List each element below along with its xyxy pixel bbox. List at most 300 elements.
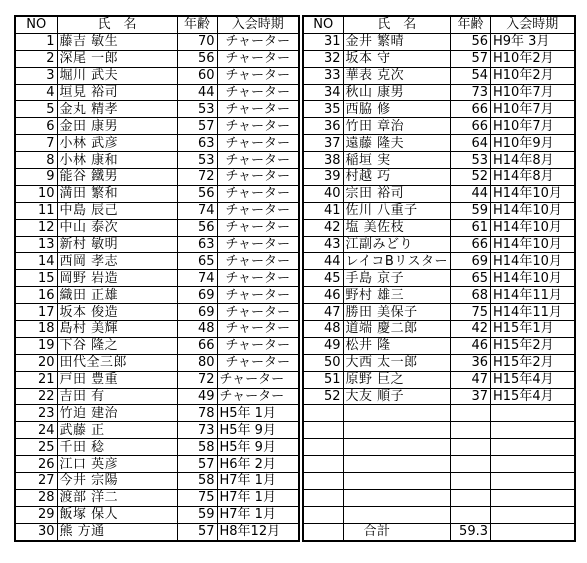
member-name: 佐川 八重子: [343, 202, 451, 219]
header-joined: 入会時期: [491, 16, 575, 33]
member-joined: H10年7月: [491, 84, 575, 101]
member-joined: チャーター: [217, 118, 299, 135]
empty-cell: [343, 422, 451, 439]
table-row: [15, 84, 299, 101]
member-age: 70: [177, 33, 217, 50]
member-joined: H15年4月: [491, 371, 575, 388]
table-row: [15, 523, 299, 540]
member-age: 53: [177, 152, 217, 169]
member-no: 38: [303, 152, 343, 169]
table-row: [303, 152, 575, 169]
member-age: 75: [451, 304, 491, 321]
table-row: [303, 506, 575, 523]
member-joined: H14年8月: [491, 169, 575, 186]
table-row: [303, 405, 575, 422]
table-row: [303, 371, 575, 388]
member-joined: チャーター: [217, 101, 299, 118]
member-name: 岡野 岩造: [57, 270, 177, 287]
member-name: 塩 美佐枝: [343, 219, 451, 236]
roster-table-left: [14, 15, 300, 542]
table-row: [15, 337, 299, 354]
table-row: [15, 202, 299, 219]
member-no: 40: [303, 185, 343, 202]
member-no: 50: [303, 354, 343, 371]
table-row: [303, 270, 575, 287]
member-no: 2: [15, 50, 57, 67]
member-age: 52: [451, 169, 491, 186]
member-name: 垣見 裕司: [57, 84, 177, 101]
empty-cell: [343, 439, 451, 456]
table-row: [15, 67, 299, 84]
member-no: 14: [15, 253, 57, 270]
member-no: 48: [303, 321, 343, 338]
member-age: 57: [177, 523, 217, 540]
member-name: 道端 慶二郎: [343, 321, 451, 338]
member-no: 26: [15, 456, 57, 473]
member-no: 11: [15, 202, 57, 219]
member-name: 中島 辰己: [57, 202, 177, 219]
member-joined: チャーター: [217, 84, 299, 101]
member-age: 80: [177, 354, 217, 371]
member-no: 21: [15, 371, 57, 388]
member-name: 西脇 修: [343, 101, 451, 118]
header-no: NO: [15, 16, 57, 33]
table-row: [15, 456, 299, 473]
member-name: 大西 太一郎: [343, 354, 451, 371]
member-joined: チャーター: [217, 135, 299, 152]
table-row: [15, 135, 299, 152]
member-name: 藤吉 敏生: [57, 33, 177, 50]
member-name: 村越 巧: [343, 169, 451, 186]
table-row: [303, 489, 575, 506]
member-age: 58: [177, 439, 217, 456]
table-row: [303, 101, 575, 118]
table-row: [303, 456, 575, 473]
member-joined: H14年10月: [491, 253, 575, 270]
table-row: [303, 337, 575, 354]
table-row: [15, 219, 299, 236]
member-name: 江口 英彦: [57, 456, 177, 473]
member-name: 新村 敏明: [57, 236, 177, 253]
empty-cell: [343, 473, 451, 490]
member-no: 1: [15, 33, 57, 50]
empty-cell: [343, 506, 451, 523]
header-name: 氏 名: [343, 16, 451, 33]
table-row: [15, 33, 299, 50]
member-age: 58: [177, 473, 217, 490]
table-row: [15, 371, 299, 388]
header-age: 年齢: [177, 16, 217, 33]
member-name: 飯塚 保人: [57, 506, 177, 523]
member-no: 22: [15, 388, 57, 405]
table-row: [303, 354, 575, 371]
member-age: 61: [451, 219, 491, 236]
average-age: 59.3: [451, 523, 491, 540]
member-name: 小林 康和: [57, 152, 177, 169]
member-age: 44: [177, 84, 217, 101]
member-name: 堀川 武夫: [57, 67, 177, 84]
member-age: 66: [451, 118, 491, 135]
member-joined: H10年9月: [491, 135, 575, 152]
member-age: 73: [451, 84, 491, 101]
empty-cell: [491, 439, 575, 456]
member-no: 25: [15, 439, 57, 456]
member-age: 56: [177, 50, 217, 67]
member-name: 勝田 美保子: [343, 304, 451, 321]
member-no: 15: [15, 270, 57, 287]
member-joined: チャーター: [217, 371, 299, 388]
member-name: 深尾 一郎: [57, 50, 177, 67]
member-joined: チャーター: [217, 185, 299, 202]
member-joined: チャーター: [217, 354, 299, 371]
member-name: 能谷 鐵男: [57, 169, 177, 186]
empty-cell: [491, 405, 575, 422]
member-joined: H14年10月: [491, 185, 575, 202]
table-row: [303, 67, 575, 84]
member-joined: チャーター: [217, 33, 299, 50]
empty-cell: [491, 523, 575, 540]
member-age: 69: [177, 304, 217, 321]
member-age: 47: [451, 371, 491, 388]
table-row: [15, 169, 299, 186]
member-age: 53: [177, 101, 217, 118]
table-row: [15, 253, 299, 270]
member-name: 秋山 康男: [343, 84, 451, 101]
table-row: [15, 321, 299, 338]
member-no: 13: [15, 236, 57, 253]
member-age: 68: [451, 287, 491, 304]
member-age: 60: [177, 67, 217, 84]
table-row: [303, 50, 575, 67]
member-no: 24: [15, 422, 57, 439]
member-no: 52: [303, 388, 343, 405]
empty-cell: [303, 523, 343, 540]
member-joined: H14年8月: [491, 152, 575, 169]
table-row: [15, 304, 299, 321]
member-name: 戸田 豊重: [57, 371, 177, 388]
empty-cell: [343, 456, 451, 473]
member-age: 72: [177, 371, 217, 388]
member-age: 46: [451, 337, 491, 354]
member-age: 65: [451, 270, 491, 287]
member-name: 満田 繁和: [57, 185, 177, 202]
member-joined: H9年 3月: [491, 33, 575, 50]
member-age: 37: [451, 388, 491, 405]
empty-cell: [491, 473, 575, 490]
member-joined: チャーター: [217, 152, 299, 169]
table-row: [15, 473, 299, 490]
member-no: 27: [15, 473, 57, 490]
empty-cell: [303, 489, 343, 506]
member-name: 渡部 洋二: [57, 489, 177, 506]
member-name: 大友 順子: [343, 388, 451, 405]
member-name: 中山 泰次: [57, 219, 177, 236]
member-name: 宗田 裕司: [343, 185, 451, 202]
table-row: [15, 101, 299, 118]
empty-cell: [451, 439, 491, 456]
member-joined: チャーター: [217, 321, 299, 338]
empty-cell: [451, 456, 491, 473]
member-age: 74: [177, 202, 217, 219]
member-joined: チャーター: [217, 287, 299, 304]
empty-cell: [303, 439, 343, 456]
member-name: 手島 京子: [343, 270, 451, 287]
header-no: NO: [303, 16, 343, 33]
member-no: 51: [303, 371, 343, 388]
empty-cell: [303, 422, 343, 439]
member-joined: チャーター: [217, 202, 299, 219]
empty-cell: [343, 405, 451, 422]
table-row: [15, 439, 299, 456]
member-name: 竹迫 建治: [57, 405, 177, 422]
member-age: 57: [177, 456, 217, 473]
empty-cell: [451, 473, 491, 490]
member-no: 49: [303, 337, 343, 354]
member-no: 46: [303, 287, 343, 304]
member-name: 江副みどり: [343, 236, 451, 253]
table-row: [15, 287, 299, 304]
member-no: 20: [15, 354, 57, 371]
member-age: 72: [177, 169, 217, 186]
member-age: 56: [177, 185, 217, 202]
member-joined: H5年 1月: [217, 405, 299, 422]
member-age: 56: [451, 33, 491, 50]
total-label: 合計: [343, 523, 451, 540]
member-name: 下谷 隆之: [57, 337, 177, 354]
member-age: 36: [451, 354, 491, 371]
member-no: 29: [15, 506, 57, 523]
roster-table-right: [302, 15, 576, 542]
table-row: [303, 287, 575, 304]
empty-cell: [491, 422, 575, 439]
member-no: 37: [303, 135, 343, 152]
table-row: [15, 185, 299, 202]
empty-cell: [491, 506, 575, 523]
member-joined: H15年4月: [491, 388, 575, 405]
member-joined: H10年7月: [491, 118, 575, 135]
table-row: [303, 202, 575, 219]
member-age: 56: [177, 219, 217, 236]
member-name: 野村 雄三: [343, 287, 451, 304]
empty-cell: [303, 456, 343, 473]
member-joined: H7年 1月: [217, 473, 299, 490]
member-age: 66: [177, 337, 217, 354]
member-no: 39: [303, 169, 343, 186]
table-row: [303, 388, 575, 405]
member-no: 8: [15, 152, 57, 169]
member-age: 57: [451, 50, 491, 67]
table-row: [15, 422, 299, 439]
member-joined: チャーター: [217, 270, 299, 287]
member-no: 4: [15, 84, 57, 101]
member-name: 竹田 章治: [343, 118, 451, 135]
member-no: 33: [303, 67, 343, 84]
member-name: 武藤 正: [57, 422, 177, 439]
member-no: 17: [15, 304, 57, 321]
member-no: 10: [15, 185, 57, 202]
empty-cell: [303, 473, 343, 490]
member-age: 49: [177, 388, 217, 405]
member-name: 熊 方通: [57, 523, 177, 540]
member-joined: H10年7月: [491, 101, 575, 118]
member-name: 稲垣 実: [343, 152, 451, 169]
member-age: 66: [451, 236, 491, 253]
member-name: 今井 宗陽: [57, 473, 177, 490]
member-age: 66: [451, 101, 491, 118]
member-age: 59: [177, 506, 217, 523]
member-name: 金田 康男: [57, 118, 177, 135]
member-no: 42: [303, 219, 343, 236]
member-name: 金丸 精孝: [57, 101, 177, 118]
header-row: [15, 16, 299, 33]
member-joined: チャーター: [217, 304, 299, 321]
table-row: [15, 388, 299, 405]
member-name: 小林 武彦: [57, 135, 177, 152]
member-name: 吉田 有: [57, 388, 177, 405]
member-joined: H14年11月: [491, 304, 575, 321]
member-age: 78: [177, 405, 217, 422]
table-row: [303, 236, 575, 253]
member-no: 41: [303, 202, 343, 219]
member-no: 31: [303, 33, 343, 50]
empty-cell: [343, 489, 451, 506]
member-no: 45: [303, 270, 343, 287]
empty-cell: [303, 405, 343, 422]
empty-cell: [303, 506, 343, 523]
empty-cell: [451, 405, 491, 422]
member-no: 7: [15, 135, 57, 152]
member-age: 64: [451, 135, 491, 152]
member-no: 12: [15, 219, 57, 236]
member-no: 47: [303, 304, 343, 321]
table-row: [303, 33, 575, 50]
table-row: [303, 439, 575, 456]
header-age: 年齢: [451, 16, 491, 33]
member-no: 28: [15, 489, 57, 506]
member-age: 63: [177, 135, 217, 152]
member-age: 63: [177, 236, 217, 253]
header-name: 氏 名: [57, 16, 177, 33]
table-row: [15, 506, 299, 523]
header-row: [303, 16, 575, 33]
empty-cell: [491, 489, 575, 506]
table-row: [15, 270, 299, 287]
member-no: 5: [15, 101, 57, 118]
table-row: [15, 152, 299, 169]
table-row: [15, 118, 299, 135]
member-age: 53: [451, 152, 491, 169]
member-no: 9: [15, 169, 57, 186]
member-age: 69: [451, 253, 491, 270]
member-joined: H15年2月: [491, 337, 575, 354]
member-age: 54: [451, 67, 491, 84]
member-joined: H6年 2月: [217, 456, 299, 473]
member-joined: チャーター: [217, 219, 299, 236]
member-joined: H10年2月: [491, 50, 575, 67]
member-name: 坂本 俊造: [57, 304, 177, 321]
member-joined: H14年10月: [491, 270, 575, 287]
member-name: 田代全三郎: [57, 354, 177, 371]
member-joined: チャーター: [217, 236, 299, 253]
member-no: 16: [15, 287, 57, 304]
member-joined: チャーター: [217, 253, 299, 270]
member-name: 西岡 孝志: [57, 253, 177, 270]
member-joined: H8年12月: [217, 523, 299, 540]
member-joined: H7年 1月: [217, 489, 299, 506]
table-row: [303, 135, 575, 152]
member-no: 43: [303, 236, 343, 253]
member-no: 3: [15, 67, 57, 84]
table-row: [15, 405, 299, 422]
member-joined: H15年2月: [491, 354, 575, 371]
table-row: [303, 473, 575, 490]
member-no: 6: [15, 118, 57, 135]
table-row: [303, 219, 575, 236]
table-row: [15, 354, 299, 371]
member-age: 69: [177, 287, 217, 304]
member-no: 35: [303, 101, 343, 118]
member-name: 松井 隆: [343, 337, 451, 354]
table-row: [15, 489, 299, 506]
empty-cell: [451, 489, 491, 506]
member-age: 48: [177, 321, 217, 338]
member-joined: H14年11月: [491, 287, 575, 304]
member-no: 23: [15, 405, 57, 422]
member-no: 32: [303, 50, 343, 67]
table-row: [15, 50, 299, 67]
member-age: 44: [451, 185, 491, 202]
member-age: 74: [177, 270, 217, 287]
member-age: 59: [451, 202, 491, 219]
table-row: [303, 422, 575, 439]
member-joined: H14年10月: [491, 202, 575, 219]
member-name: 島村 美輝: [57, 321, 177, 338]
empty-cell: [451, 506, 491, 523]
member-joined: チャーター: [217, 67, 299, 84]
member-age: 57: [177, 118, 217, 135]
table-row: [303, 304, 575, 321]
member-no: 34: [303, 84, 343, 101]
member-name: 金井 繁晴: [343, 33, 451, 50]
member-no: 19: [15, 337, 57, 354]
member-joined: H15年1月: [491, 321, 575, 338]
member-no: 44: [303, 253, 343, 270]
member-age: 75: [177, 489, 217, 506]
member-name: 千田 稔: [57, 439, 177, 456]
member-joined: H14年10月: [491, 236, 575, 253]
member-name: 坂本 守: [343, 50, 451, 67]
member-joined: チャーター: [217, 388, 299, 405]
member-no: 30: [15, 523, 57, 540]
member-age: 73: [177, 422, 217, 439]
member-name: 遠藤 隆夫: [343, 135, 451, 152]
member-joined: チャーター: [217, 50, 299, 67]
table-row: [303, 253, 575, 270]
table-row: [15, 236, 299, 253]
header-joined: 入会時期: [217, 16, 299, 33]
table-row: [303, 118, 575, 135]
member-joined: チャーター: [217, 169, 299, 186]
member-name: 織田 正雄: [57, 287, 177, 304]
empty-cell: [451, 422, 491, 439]
member-joined: H7年 1月: [217, 506, 299, 523]
member-age: 65: [177, 253, 217, 270]
member-joined: H10年2月: [491, 67, 575, 84]
member-name: レイコBリスター: [343, 253, 451, 270]
member-joined: H5年 9月: [217, 422, 299, 439]
total-row: [303, 523, 575, 540]
empty-cell: [491, 456, 575, 473]
